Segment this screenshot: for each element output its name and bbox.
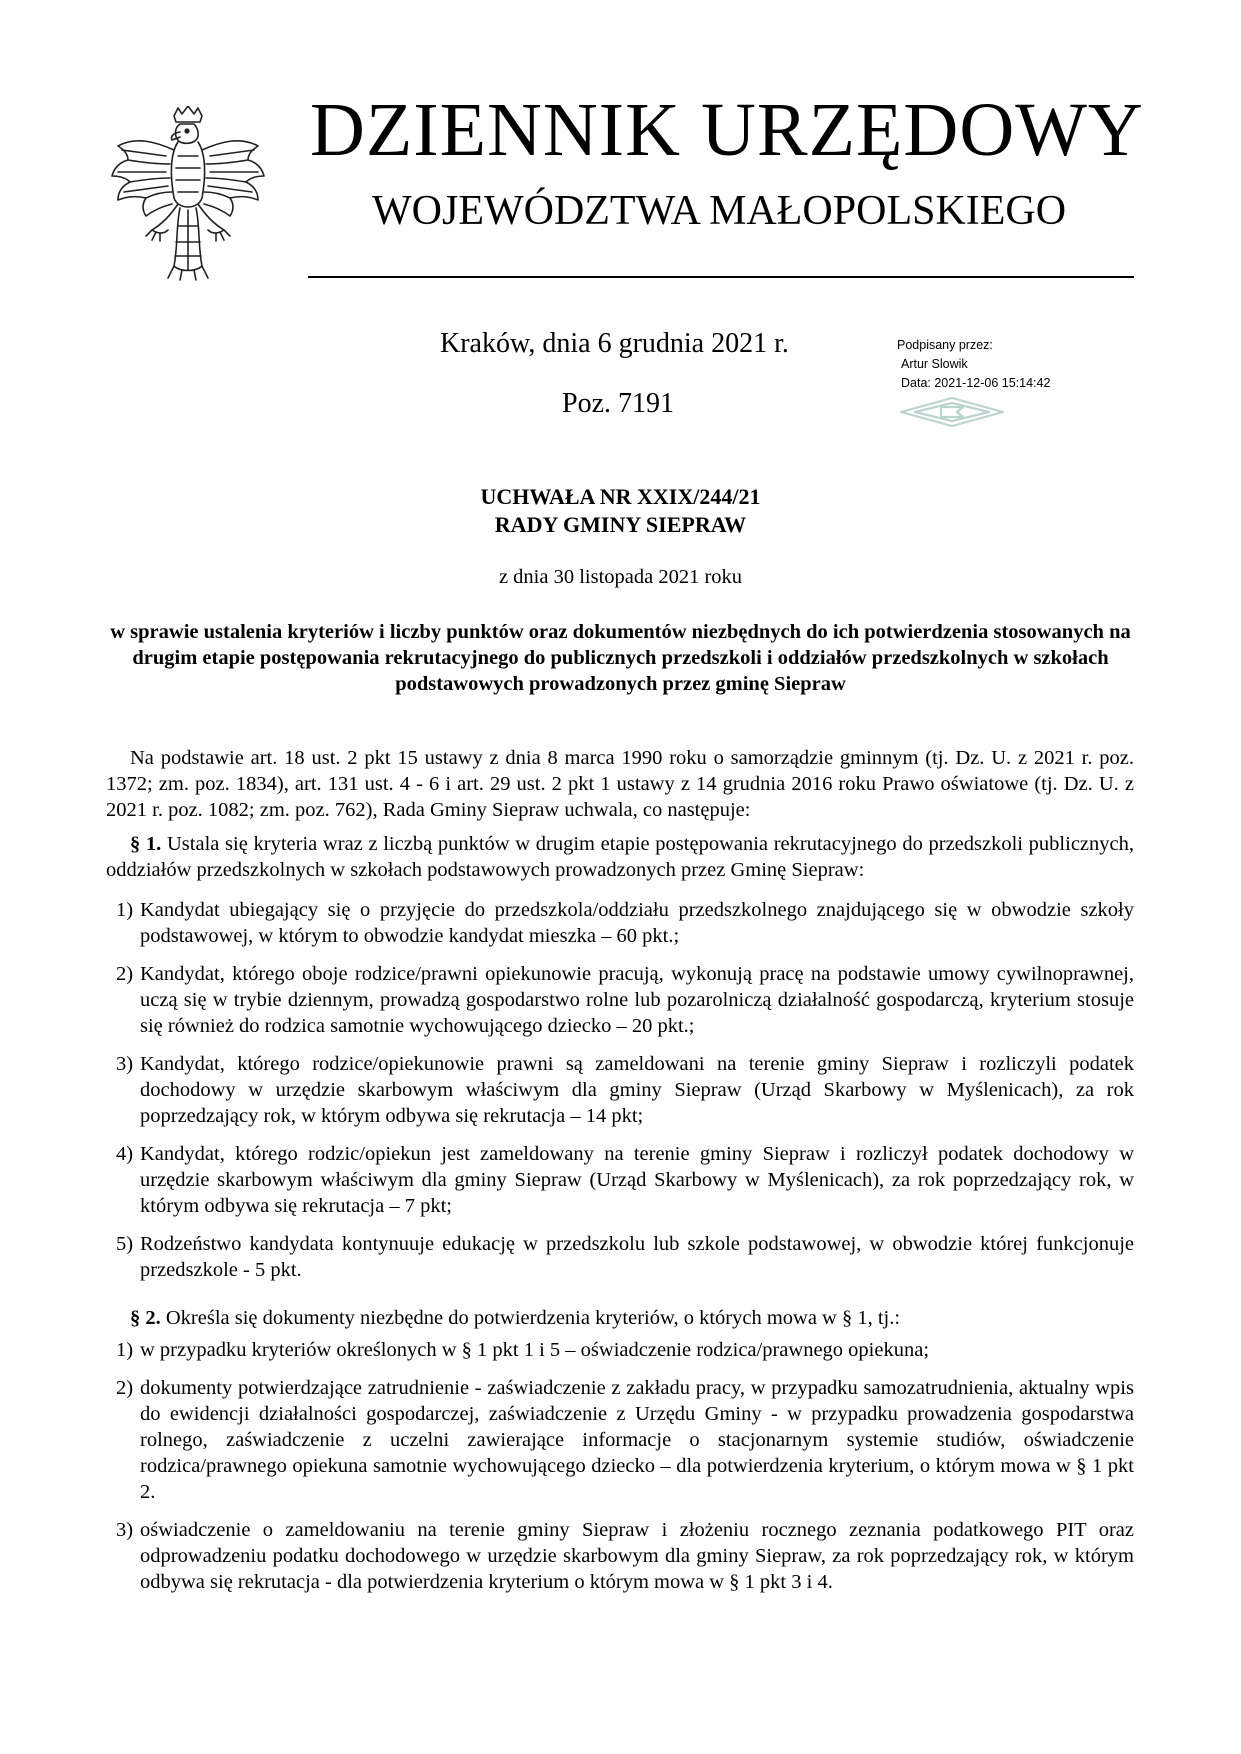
list-item-text: Kandydat, którego rodzice/opiekunowie prawni są zameldowani na terenie gminy Siepraw i rozliczyli podatek dochodowy w urzędzie skarbowym właściwym dla gminy Siepraw (Urząd Skarbowy w Myślenicach), za rok poprzedzający rok, w którym odbywa się rekrutacja – 14 pkt; (140, 1053, 1134, 1127)
signature-date: Data: 2021-12-06 15:14:42 (901, 376, 1051, 390)
place-date: Kraków, dnia 6 grudnia 2021 r. (440, 328, 789, 359)
resolution-subject: w sprawie ustalenia kryteriów i liczby punktów oraz dokumentów niezbędnych do ich potwierdzenia stosowanych na drugim etapie postępowania rekrutacyjnego do publicznych przedszkoli i oddziałów przedszkolnych w szkołach podstawowych prowadzonych przez gminę Siepraw (110, 621, 1131, 695)
list-item-text: dokumenty potwierdzające zatrudnienie - zaświadczenie z zakładu pracy, w przypadku samozatrudnienia, aktualny wpis do ewidencji działalności gospodarczej, zaświadczenie z Urzędu Gminy - w przypadku prowadzenia gospodarstwa rolnego, zaświadczenie z uczelni zawierające informacje o stacjonarnym systemie studiów, oświadczenie rodzica/prawnego opiekuna samotnie wychowującego dziecko – dla potwierdzenia kryterium, o którym mowa w § 1 pkt 2. (140, 1377, 1134, 1503)
section-1-paragraph (106, 831, 1134, 883)
list-item (116, 1517, 1134, 1595)
list-item-text: Rodzeństwo kandydata kontynuuje edukację w przedszkolu lub szkole podstawowej, w obwodzie której funkcjonuje przedszkole - 5 pkt. (140, 1233, 1134, 1281)
list-item (116, 1375, 1134, 1505)
list-item-number: 2) (116, 963, 134, 985)
section-2-paragraph (106, 1305, 1134, 1331)
section-2-mark: § 2. (130, 1307, 161, 1329)
signature-label: Podpisany przez: (897, 338, 993, 352)
list-item-number: 2) (116, 1377, 134, 1399)
list-item-text: Kandydat, którego rodzic/opiekun jest zameldowany na terenie gminy Siepraw i rozliczył podatek dochodowy w urzędzie skarbowym właściwym dla gminy Siepraw (Urząd Skarbowy w Myślenicach), za rok poprzedzający rok, w którym odbywa się rekrutacja – 7 pkt; (140, 1143, 1134, 1217)
position-number: Poz. 7191 (562, 388, 674, 419)
list-item-text: Kandydat, którego oboje rodzice/prawni opiekunowie pracują, wykonują pracę na podstawie umowy cywilnoprawnej, uczą się w trybie dziennym, prowadzą gospodarstwo rolne lub pozarolniczą działalność gospodarczą, kryterium stosuje się również do rodzica samotnie wychowującego dziecko – 20 pkt.; (140, 963, 1134, 1037)
list-item-number: 3) (116, 1053, 134, 1075)
section-2-text: Określa się dokumenty niezbędne do potwierdzenia kryteriów, o których mowa w § 1, tj.: (160, 1307, 901, 1329)
list-item-number: 5) (116, 1233, 134, 1255)
section-1-mark: § 1. (130, 833, 162, 855)
header-divider (308, 276, 1134, 278)
resolution-body: RADY GMINY SIEPRAW (494, 512, 747, 537)
journal-title: DZIENNIK URZĘDOWY (310, 88, 1144, 172)
list-item (116, 961, 1134, 1039)
legal-basis-paragraph: Na podstawie art. 18 ust. 2 pkt 15 ustawy z dnia 8 marca 1990 roku o samorządzie gminnym (tj. Dz. U. z 2021 r. poz. 1372; zm. poz. 1834), art. 131 ust. 4 - 6 i art. 29 ust. 2 pkt 1 ustawy z 14 grudnia 2016 roku Prawo oświatowe (tj. Dz. U. z 2021 r. poz. 1082; zm. poz. 762), Rada Gminy Siepraw uchwala, co następuje: (106, 747, 1134, 821)
list-item-text: oświadczenie o zameldowaniu na terenie gminy Siepraw i złożeniu rocznego zeznania podatkowego PIT oraz odprowadzeniu podatku dochodowego w urzędzie skarbowym dla gminy Siepraw, za rok poprzedzający rok, w którym odbywa się rekrutacja - dla potwierdzenia kryterium o którym mowa w § 1 pkt 3 i 4. (140, 1519, 1134, 1593)
list-item-number: 4) (116, 1143, 134, 1165)
white-eagle-emblem-icon (108, 106, 268, 281)
resolution-number: UCHWAŁA NR XXIX/244/21 (480, 484, 761, 509)
resolution-date: z dnia 30 listopada 2021 roku (498, 566, 743, 588)
section-1-text: Ustala się kryteria wraz z liczbą punktów w drugim etapie postępowania rekrutacyjnego do przedszkoli publicznych, oddziałów przedszkolnych w szkołach podstawowych prowadzonych przez Gminę Siepraw: (106, 833, 1134, 881)
list-item (116, 1141, 1134, 1219)
signature-seal-icon (897, 396, 1007, 428)
list-item (116, 897, 1134, 949)
list-item-text: w przypadku kryteriów określonych w § 1 pkt 1 i 5 – oświadczenie rodzica/prawnego opiekuna; (140, 1339, 930, 1361)
journal-subtitle: WOJEWÓDZTWA MAŁOPOLSKIEGO (372, 188, 1067, 234)
list-item-number: 1) (116, 899, 134, 921)
list-item-number: 3) (116, 1519, 134, 1541)
list-item (116, 1337, 1134, 1363)
documents-list (116, 1337, 1134, 1607)
digital-signature (897, 336, 1117, 393)
signature-name: Artur Slowik (901, 357, 968, 371)
list-item-number: 1) (116, 1339, 134, 1361)
criteria-list (116, 897, 1134, 1295)
list-item (116, 1051, 1134, 1129)
list-item-text: Kandydat ubiegający się o przyjęcie do przedszkola/oddziału przedszkolnego znajdującego się w obwodzie szkoły podstawowej, w którym to obwodzie kandydat mieszka – 60 pkt.; (140, 899, 1134, 947)
list-item (116, 1231, 1134, 1283)
